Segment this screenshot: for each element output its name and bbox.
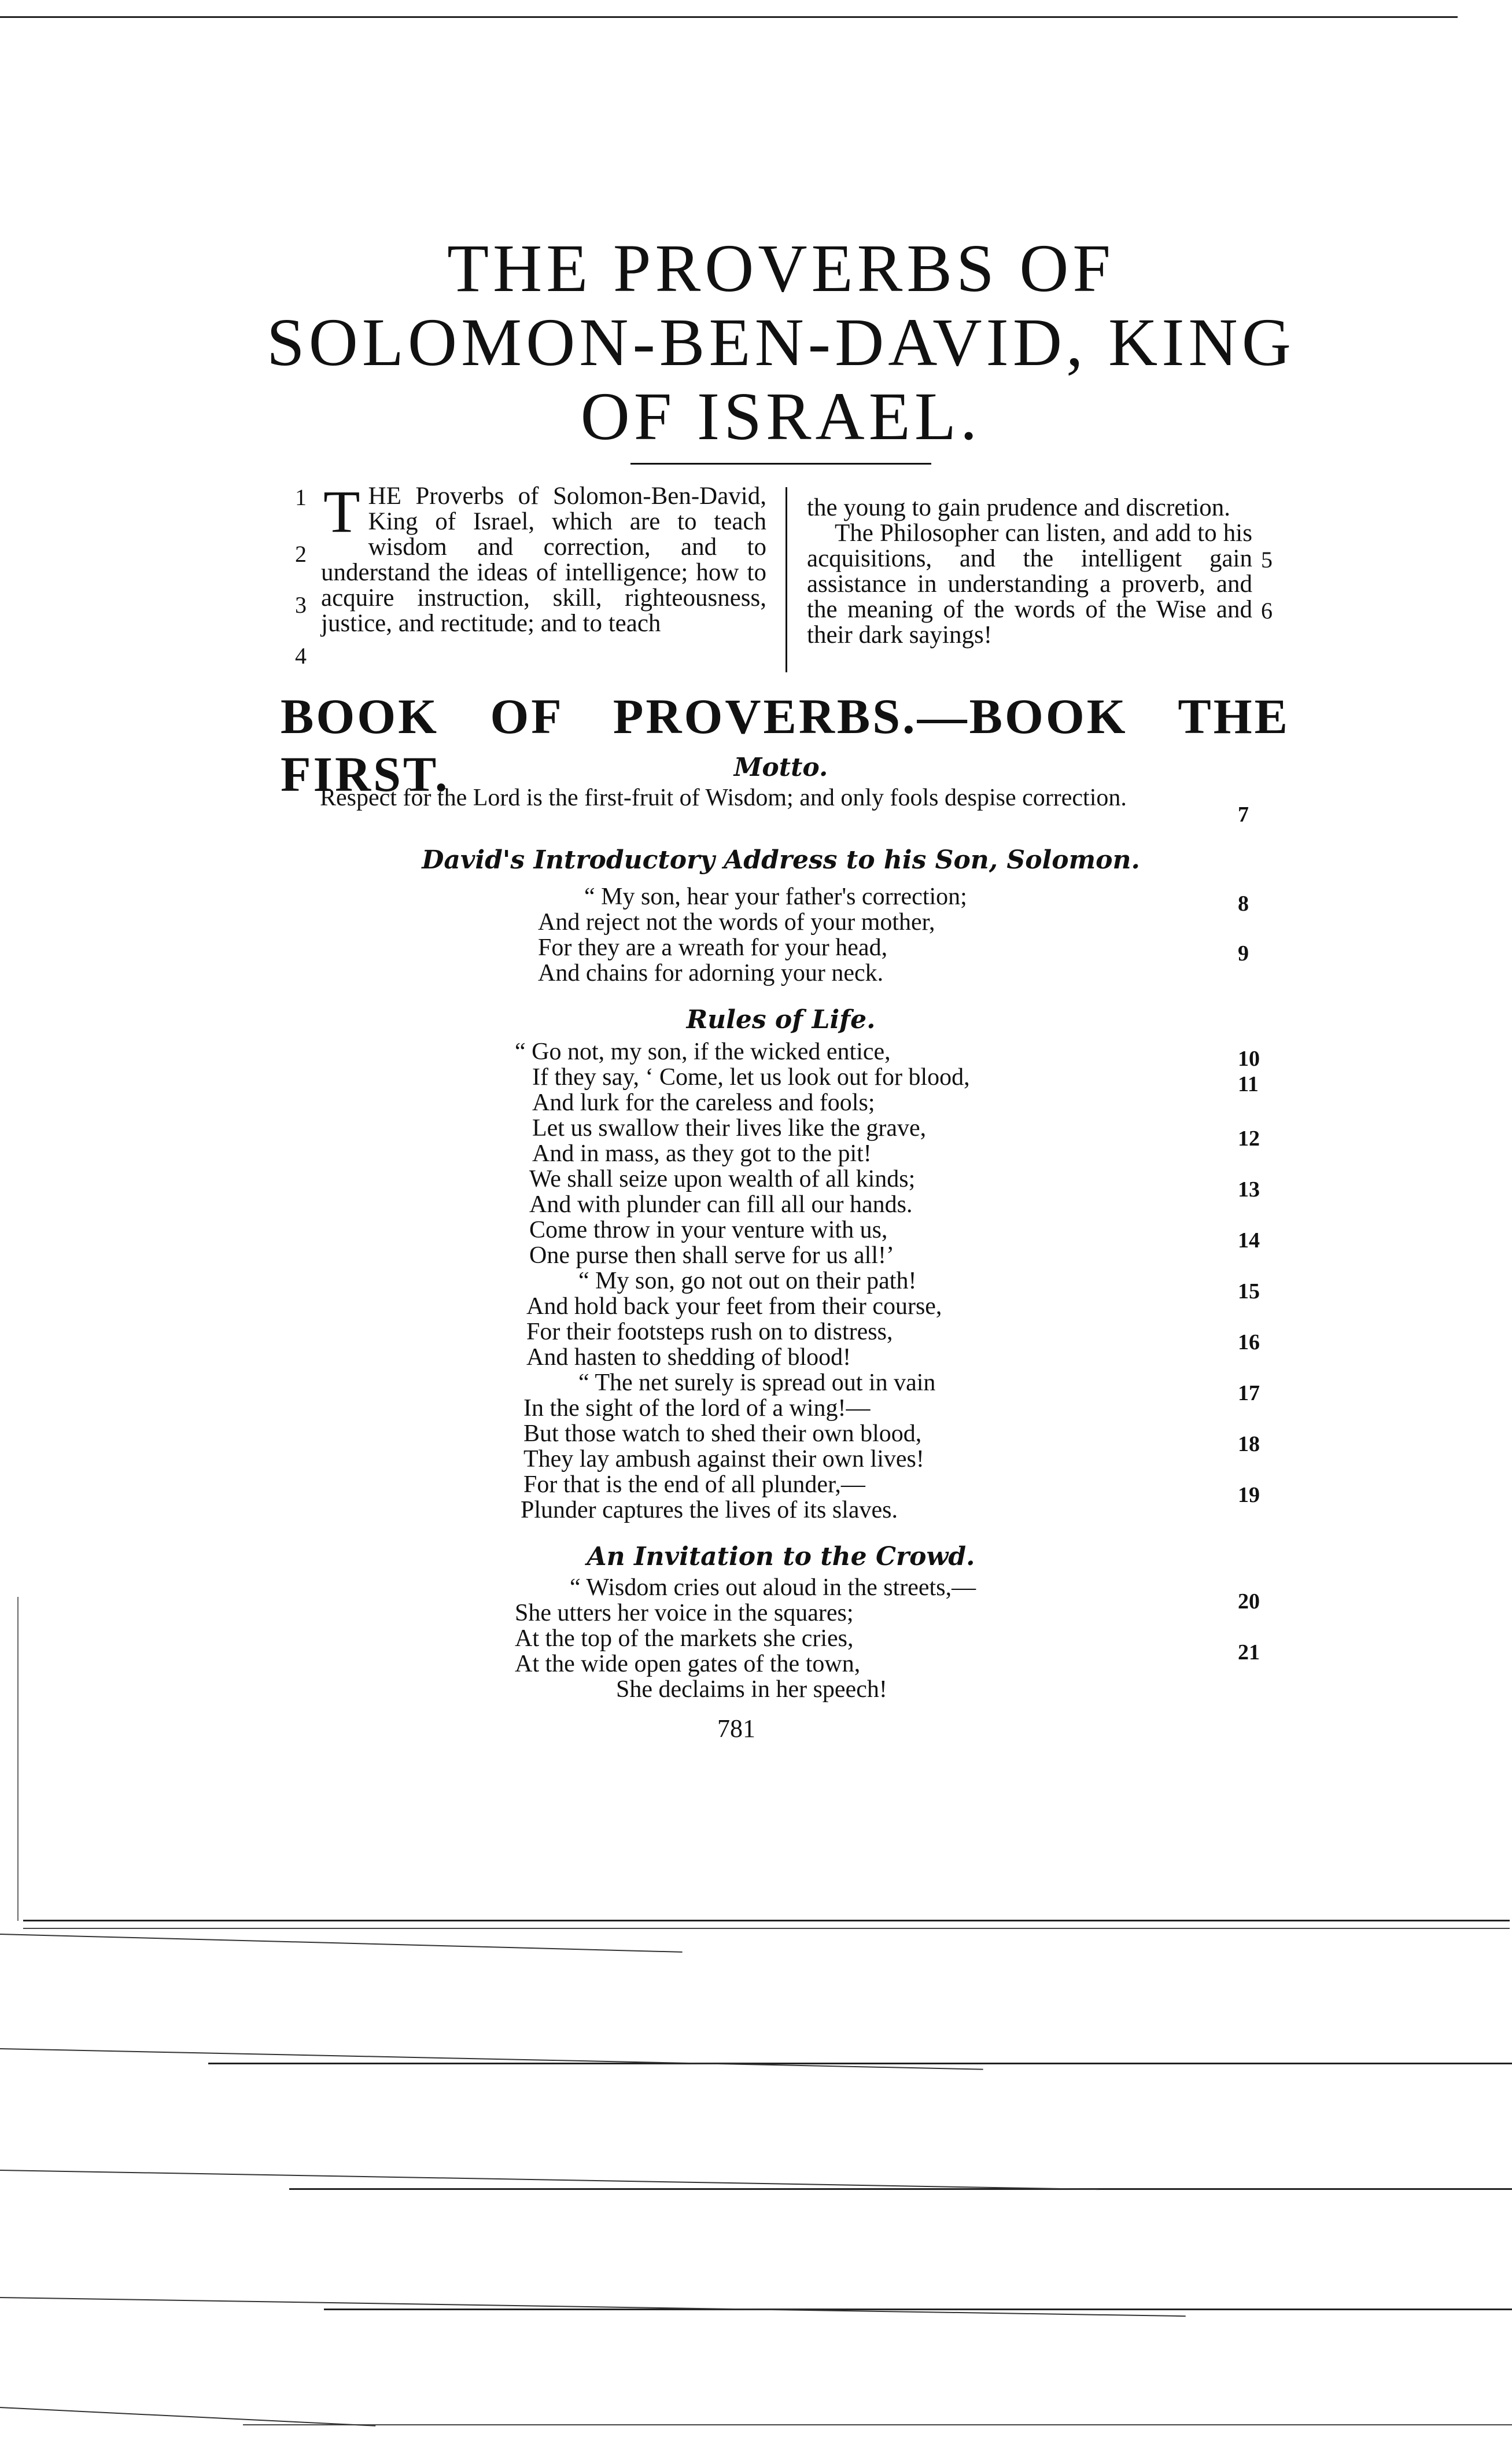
davids-address-heading: David's Introductory Address to his Son, Solomon.: [422, 845, 1140, 875]
motto-text: Respect for the Lord is the first-fruit of Wisdom; and only fools despise correction.: [320, 785, 1127, 811]
verse-number-1: 1: [295, 484, 307, 510]
motto-heading: Motto.: [733, 753, 828, 782]
verse-number-15: 15: [1238, 1279, 1260, 1304]
verse-number-5: 5: [1261, 547, 1273, 573]
verse-number-12: 12: [1238, 1126, 1260, 1151]
title-line-2: SOLOMON-BEN-DAVID, KING: [267, 304, 1295, 380]
intro-left-column: [321, 478, 766, 637]
verse-number-2: 2: [295, 541, 307, 567]
rules-line: In the sight of the lord of a wing!—: [523, 1395, 871, 1422]
rules-of-life-heading: Rules of Life.: [686, 1005, 876, 1034]
rules-line: And lurk for the careless and fools;: [532, 1089, 875, 1116]
rules-line: If they say, ‘ Come, let us look out for blood,: [532, 1064, 970, 1091]
intro-left-text: HE Proverbs of Solomon-Ben-David, King of Israel, which are to teach wisdom and correction, and to understand the ideas of intelligence; how to acquire instruction, skill, righteousness, justice, and rectitude; and to teach: [321, 483, 766, 637]
rules-line: And hasten to shedding of blood!: [526, 1344, 851, 1371]
book-heading: BOOK OF PROVERBS.—BOOK THE FIRST.: [281, 689, 1290, 802]
scan-artifact-line: [0, 2297, 1186, 2317]
verse-number-16: 16: [1238, 1330, 1260, 1354]
verse-number-3: 3: [295, 592, 307, 618]
scan-artifact-line: [0, 2170, 1099, 2190]
column-divider: [785, 487, 787, 672]
invitation-line: She utters her voice in the squares;: [515, 1600, 854, 1626]
verse-number-17: 17: [1238, 1381, 1260, 1405]
verse-number-4: 4: [295, 643, 307, 669]
address-line: “ My son, hear your father's correction;: [584, 883, 967, 910]
verse-number-6: 6: [1261, 598, 1273, 624]
scan-artifact-line: [0, 2048, 983, 2070]
intro-right-text-2: The Philosopher can listen, and add to his acquisitions, and the intelligent gain assistance in understanding a proverb, and the meaning of the words of the Wise and their dark sayings!: [807, 520, 1252, 649]
rules-line: And with plunder can fill all our hands.: [529, 1191, 913, 1218]
bottom-border-rule-4: [324, 2309, 1512, 2310]
verse-number-14: 14: [1238, 1228, 1260, 1253]
rules-line: Plunder captures the lives of its slaves.: [521, 1497, 898, 1523]
verse-number-11: 11: [1238, 1072, 1259, 1096]
rules-line: “ My son, go not out on their path!: [578, 1268, 917, 1294]
rules-line: Come throw in your venture with us,: [529, 1217, 888, 1243]
bottom-border-rule-5: [243, 2424, 1512, 2425]
rules-line: One purse then shall serve for us all!’: [529, 1242, 894, 1269]
rules-line: And in mass, as they got to the pit!: [532, 1140, 872, 1167]
bottom-border-rule-2: [208, 2063, 1512, 2064]
invitation-line: She declaims in her speech!: [616, 1676, 887, 1703]
bottom-border-rule-1b: [23, 1928, 1510, 1929]
rules-line: We shall seize upon wealth of all kinds;: [529, 1166, 916, 1192]
rules-line: They lay ambush against their own lives!: [523, 1446, 924, 1472]
scan-left-edge: [17, 1597, 19, 1921]
address-line: For they are a wreath for your head,: [538, 934, 888, 961]
title-rule: [630, 463, 931, 465]
address-line: And chains for adorning your neck.: [538, 960, 884, 986]
intro-right-text-1: the young to gain prudence and discretion.: [807, 494, 1230, 521]
title-line-3: OF ISRAEL.: [580, 378, 982, 454]
invitation-line: At the wide open gates of the town,: [515, 1651, 861, 1677]
page-title: [231, 231, 1330, 454]
scan-artifact-line: [0, 2407, 375, 2427]
invitation-line: “ Wisdom cries out aloud in the streets,—: [570, 1574, 976, 1601]
verse-number-19: 19: [1238, 1483, 1260, 1507]
invitation-line: At the top of the markets she cries,: [515, 1625, 854, 1652]
rules-line: Let us swallow their lives like the grave,: [532, 1115, 927, 1142]
verse-number-18: 18: [1238, 1432, 1260, 1456]
verse-number-7: 7: [1238, 802, 1249, 827]
verse-number-13: 13: [1238, 1177, 1260, 1202]
rules-line: But those watch to shed their own blood,: [523, 1420, 922, 1447]
bottom-border-rule-3: [289, 2188, 1512, 2190]
bottom-border-rule-1: [23, 1920, 1510, 1921]
verse-number-21: 21: [1238, 1640, 1260, 1665]
verse-number-9: 9: [1238, 941, 1249, 966]
scan-artifact-line: [0, 1934, 683, 1953]
intro-right-column: [807, 495, 1252, 648]
rules-line: And hold back your feet from their course,: [526, 1293, 942, 1320]
rules-line: For their footsteps rush on to distress,: [526, 1319, 893, 1345]
top-border-rule: [0, 16, 1458, 18]
page-number: 781: [717, 1714, 755, 1743]
invitation-heading: An Invitation to the Crowd.: [587, 1542, 975, 1571]
drop-cap: T: [323, 478, 360, 545]
verse-number-8: 8: [1238, 892, 1249, 916]
rules-line: “ Go not, my son, if the wicked entice,: [515, 1039, 891, 1065]
rules-line: For that is the end of all plunder,—: [523, 1471, 865, 1498]
address-line: And reject not the words of your mother,: [538, 909, 935, 936]
verse-number-20: 20: [1238, 1589, 1260, 1614]
verse-number-10: 10: [1238, 1047, 1260, 1071]
title-line-1: THE PROVERBS OF: [447, 230, 1115, 306]
rules-line: “ The net surely is spread out in vain: [578, 1369, 936, 1396]
